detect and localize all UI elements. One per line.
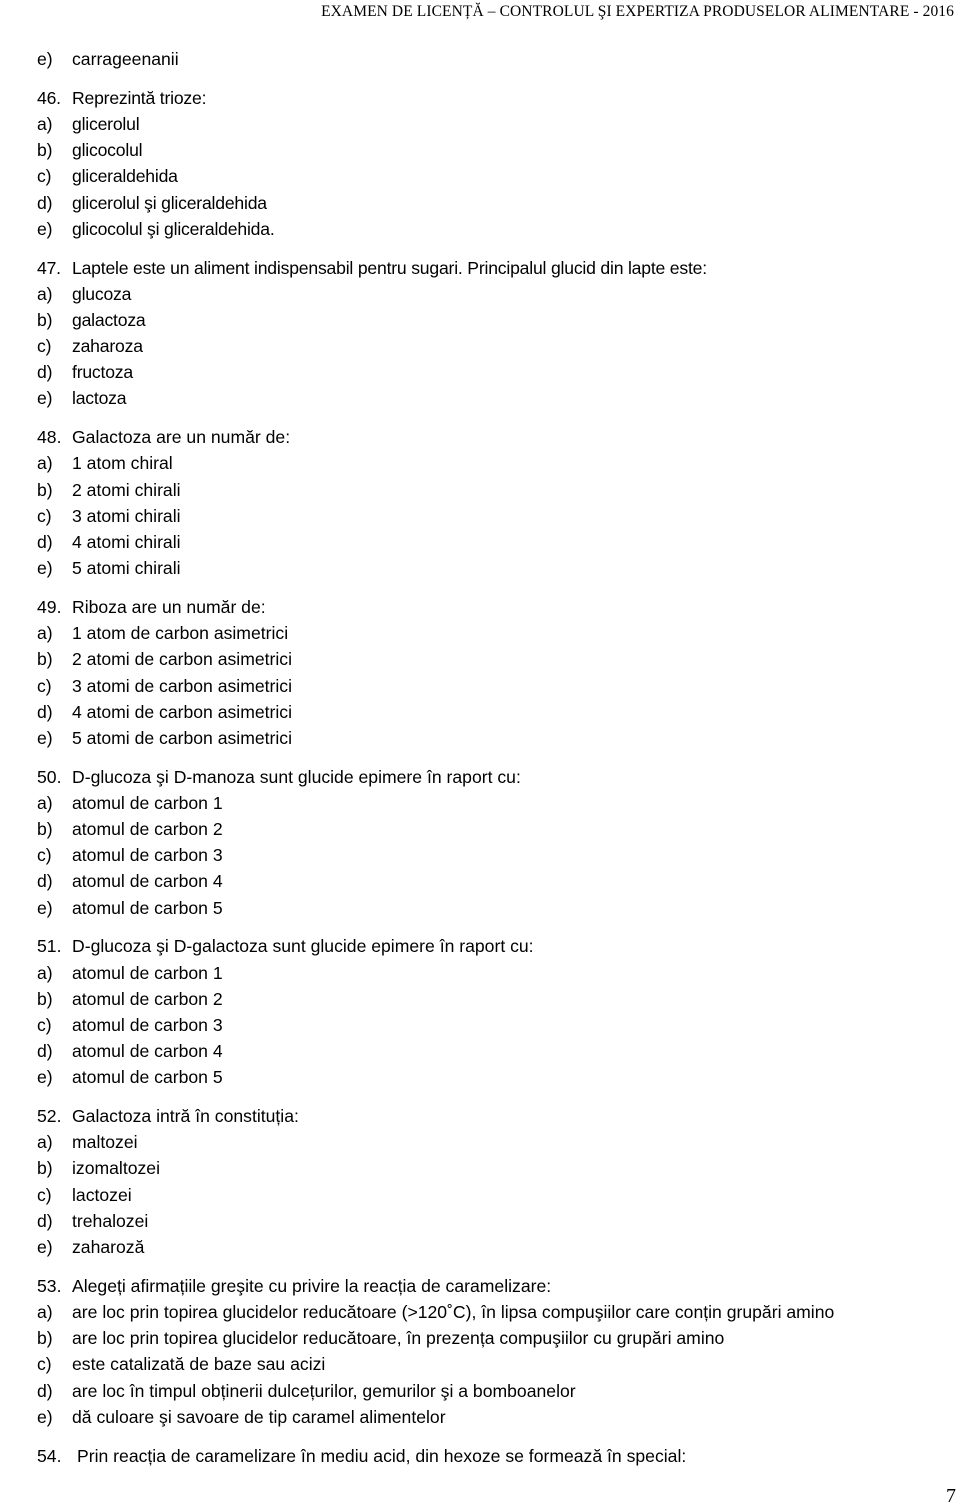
option-text: 4 atomi chirali [72,531,181,552]
option-text: are loc prin topirea glucidelor reducătoare, în prezența compuşiilor cu grupări amino [72,1328,725,1349]
answer-option [37,895,952,921]
option-text: 4 atomi de carbon asimetrici [72,701,293,722]
option-letter: e) [37,1406,53,1427]
question-text: Galactoza are un număr de: [72,427,291,448]
option-letter: a) [37,1132,53,1153]
answer-option [37,699,952,725]
page-number: 7 [946,1485,956,1507]
question-49 [37,594,952,620]
option-text: glucoza [72,283,132,304]
option-letter: e) [37,218,53,239]
option-text: glicerolul şi gliceraldehida [72,192,267,213]
answer-option [37,450,952,476]
option-letter: b) [37,309,53,330]
option-text: zaharoza [72,336,143,357]
option-letter: a) [37,113,53,134]
option-letter: c) [37,505,52,526]
option-letter: c) [37,336,52,357]
option-letter: e) [37,897,53,918]
answer-option [37,1155,952,1181]
question-number: 46. [37,87,61,108]
answer-option [37,307,952,333]
question-text: Reprezintă trioze: [72,87,207,108]
answer-option [37,1351,952,1377]
option-letter: c) [37,1014,52,1035]
orphan-option [37,46,952,72]
answer-option [37,555,952,581]
answer-option [37,111,952,137]
option-text: 3 atomi chirali [72,505,181,526]
option-letter: d) [37,1210,53,1231]
answer-option [37,137,952,163]
option-text: 3 atomi de carbon asimetrici [72,675,293,696]
option-text: are loc în timpul obținerii dulcețurilor, gemurilor şi a bomboanelor [72,1380,576,1401]
option-text: are loc prin topirea glucidelor reducătoare (>120˚C), în lipsa compuşiilor care conțin grupări amino [72,1302,835,1322]
question-number: 50. [37,766,62,787]
option-letter: a) [37,1302,53,1322]
option-text: 2 atomi chirali [72,479,181,500]
option-letter: b) [37,649,53,670]
question-53 [37,1273,952,1299]
question-51 [37,933,952,959]
option-text: atomul de carbon 5 [72,897,223,918]
question-text: D-glucoza şi D-manoza sunt glucide epimere în raport cu: [72,766,521,787]
option-text: atomul de carbon 2 [72,988,223,1009]
answer-option [37,385,952,411]
answer-option [37,673,952,699]
question-number: 47. [37,257,61,278]
answer-option [37,163,952,189]
option-text: glicerolul [72,113,140,134]
option-text: glicocolul [72,140,143,161]
answer-option [37,960,952,986]
option-letter: e) [37,727,53,748]
answer-option [37,333,952,359]
option-text: atomul de carbon 2 [72,819,223,840]
question-number: 51. [37,936,62,957]
answer-option [37,620,952,646]
option-letter: e) [37,388,53,409]
answer-option [37,1129,952,1155]
option-letter: c) [37,845,52,866]
question-48 [37,424,952,450]
answer-option [37,1208,952,1234]
option-letter: e) [37,558,53,579]
question-46 [37,85,952,111]
option-text: carrageenanii [72,49,179,69]
question-text: Laptele este un aliment indispensabil pentru sugari. Principalul glucid din lapte este: [72,257,707,278]
option-text: lactozei [72,1184,132,1205]
option-text: zaharoză [72,1237,145,1258]
answer-option [37,281,952,307]
option-letter: a) [37,623,53,644]
answer-option [37,986,952,1012]
option-letter: a) [37,453,53,474]
question-52 [37,1103,952,1129]
option-text: atomul de carbon 5 [72,1067,223,1088]
question-number: 53. [37,1275,62,1296]
question-text: Alegeți afirmațiile greşite cu privire la reacția de caramelizare: [72,1275,552,1296]
option-letter: d) [37,192,53,213]
option-letter: e) [37,1237,53,1258]
option-letter: b) [37,140,53,161]
answer-option [37,790,952,816]
option-letter: a) [37,792,53,813]
option-text: atomul de carbon 1 [72,792,223,813]
answer-option [37,477,952,503]
question-50 [37,764,952,790]
option-letter: d) [37,871,53,892]
answer-option [37,1012,952,1038]
option-text: atomul de carbon 3 [72,845,223,866]
answer-option [37,216,952,242]
question-list [37,46,952,1469]
question-text: Riboza are un număr de: [72,596,266,617]
question-54 [37,1443,952,1469]
question-47 [37,255,952,281]
option-text: atomul de carbon 4 [72,871,223,892]
option-letter: b) [37,988,53,1009]
option-letter: c) [37,1354,52,1375]
option-text: atomul de carbon 1 [72,962,223,983]
question-text: Prin reacția de caramelizare în mediu acid, din hexoze se formează în special: [77,1445,687,1466]
option-letter: c) [37,675,52,696]
question-number: 52. [37,1106,62,1127]
question-number: 54. [37,1445,62,1466]
option-text: 1 atom de carbon asimetrici [72,623,289,644]
option-letter: b) [37,819,53,840]
option-text: glicocolul şi gliceraldehida. [72,218,275,239]
option-text: gliceraldehida [72,166,178,187]
page-header: EXAMEN DE LICENȚĂ – CONTROLUL ŞI EXPERTIZA PRODUSELOR ALIMENTARE - 2016 [321,3,954,20]
answer-option [37,868,952,894]
option-text: lactoza [72,388,127,409]
answer-option [37,646,952,672]
answer-option [37,1038,952,1064]
option-letter: e) [37,49,53,69]
option-text: 5 atomi de carbon asimetrici [72,727,293,748]
option-letter: d) [37,701,53,722]
option-text: galactoza [72,309,146,330]
option-text: este catalizată de baze sau acizi [72,1354,326,1375]
option-letter: a) [37,283,53,304]
option-letter: c) [37,166,52,187]
answer-option [37,1299,952,1325]
answer-option [37,529,952,555]
answer-option [37,1325,952,1351]
option-letter: d) [37,1380,53,1401]
option-letter: a) [37,962,53,983]
option-letter: d) [37,531,53,552]
option-letter: e) [37,1067,53,1088]
option-text: izomaltozei [72,1158,161,1179]
option-letter: d) [37,362,53,383]
option-text: 5 atomi chirali [72,558,181,579]
option-text: fructoza [72,362,133,383]
question-number: 48. [37,427,62,448]
answer-option [37,1404,952,1430]
option-letter: b) [37,1158,53,1179]
answer-option [37,1234,952,1260]
answer-option [37,190,952,216]
answer-option [37,1182,952,1208]
answer-option [37,1378,952,1404]
option-text: 1 atom chiral [72,453,173,474]
answer-option [37,359,952,385]
option-text: trehalozei [72,1210,149,1231]
option-letter: b) [37,1328,53,1349]
option-letter: c) [37,1184,52,1205]
question-text: D-glucoza şi D-galactoza sunt glucide epimere în raport cu: [72,936,534,957]
answer-option [37,725,952,751]
option-text: atomul de carbon 4 [72,1041,223,1062]
question-number: 49. [37,596,62,617]
option-text: 2 atomi de carbon asimetrici [72,649,293,670]
answer-option [37,816,952,842]
option-text: dă culoare şi savoare de tip caramel alimentelor [72,1406,446,1427]
option-letter: b) [37,479,53,500]
option-text: atomul de carbon 3 [72,1014,223,1035]
answer-option [37,503,952,529]
option-text: maltozei [72,1132,138,1153]
question-text: Galactoza intră în constituția: [72,1106,299,1127]
answer-option [37,842,952,868]
answer-option [37,1064,952,1090]
option-letter: d) [37,1041,53,1062]
